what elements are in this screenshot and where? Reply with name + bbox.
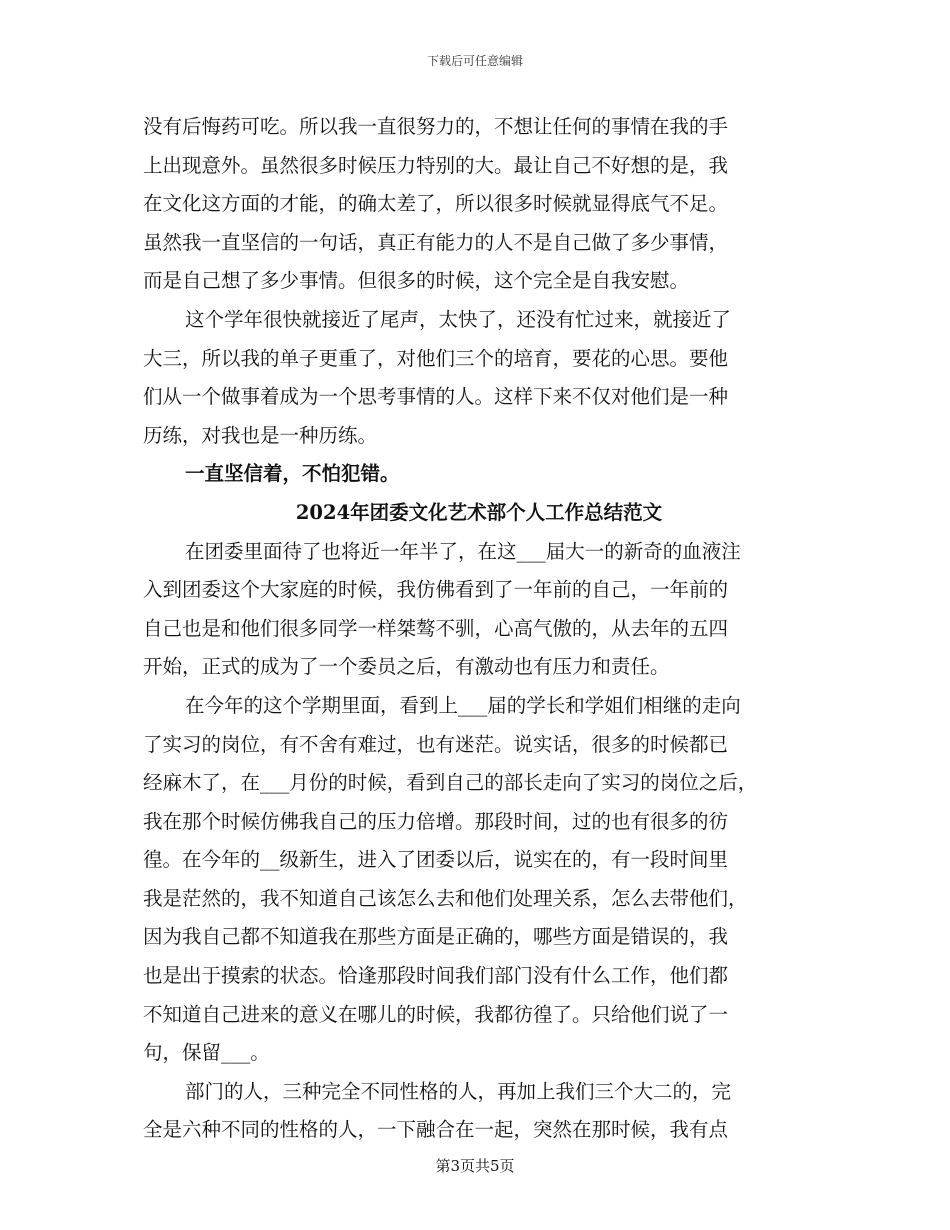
text-line: 经麻木了，在___月份的时候，看到自己的部长走向了实习的岗位之后， (143, 771, 758, 795)
text-line: 全是六种不同的性格的人，一下融合在一起，突然在那时候，我有点 (143, 1118, 729, 1142)
text-line: 句，保留___。 (143, 1041, 270, 1065)
text-line: 在今年的这个学期里面，看到上___届的学长和学姐们相继的走向 (185, 693, 741, 717)
text-line: 我是茫然的，我不知道自己该怎么去和他们处理关系，怎么去带他们， (143, 886, 748, 910)
text-line: 在团委里面待了也将近一年半了，在这___届大一的新奇的血液注 (185, 539, 741, 563)
text-line: 徨。在今年的__级新生，进入了团委以后，说实在的，有一段时间里 (143, 848, 729, 872)
text-line: 而是自己想了多少事情。但很多的时候，这个完全是自我安慰。 (143, 269, 690, 293)
text-line: 这个学年很快就接近了尾声，太快了，还没有忙过来，就接近了 (185, 307, 732, 331)
text-line: 虽然我一直坚信的一句话，真正有能力的人不是自己做了多少事情， (143, 230, 729, 254)
document-body (143, 108, 815, 1150)
text-line: 没有后悔药可吃。所以我一直很努力的，不想让任何的事情在我的手 (143, 115, 729, 138)
page-header-note: 下载后可任意编辑 (426, 54, 523, 68)
text-line: 在文化这方面的才能，的确太差了，所以很多时候就显得底气不足。 (143, 192, 729, 216)
text-line: 不知道自己进来的意义在哪儿的时候，我都彷徨了。只给他们说了一 (143, 1002, 729, 1026)
text-line: 了实习的岗位，有不舍有难过，也有迷茫。说实话，很多的时候都已 (143, 732, 729, 756)
text-line: 大三，所以我的单子更重了，对他们三个的培育，要花的心思。要他 (143, 346, 729, 370)
text-line: 因为我自己都不知道我在那些方面是正确的，哪些方面是错误的，我 (143, 925, 729, 949)
text-line: 一直坚信着，不怕犯错。 (185, 462, 400, 486)
text-line: 开始，正式的成为了一个委员之后，有激动也有压力和责任。 (143, 655, 670, 679)
text-line: 部门的人，三种完全不同性格的人，再加上我们三个大二的，完 (185, 1079, 732, 1103)
text-line: 们从一个做事着成为一个思考事情的人。这样下来不仅对他们是一种 (143, 385, 729, 409)
text-line: 我在那个时候仿佛我自己的压力倍增。那段时间，过的也有很多的彷 (143, 809, 729, 833)
text-line: 历练，对我也是一种历练。 (143, 423, 378, 447)
text-line: 自己也是和他们很多同学一样桀骜不驯，心高气傲的，从去年的五四 (143, 616, 729, 640)
page-number: 第3页共5页 (435, 1157, 515, 1175)
section-title: 2024年团委文化艺术部个人工作总结范文 (295, 500, 663, 524)
text-line: 也是出于摸索的状态。恰逢那段时间我们部门没有什么工作，他们都 (143, 964, 729, 988)
text-line: 入到团委这个大家庭的时候，我仿佛看到了一年前的自己，一年前的 (143, 578, 729, 602)
text-line: 上出现意外。虽然很多时候压力特别的大。最让自己不好想的是，我 (143, 153, 729, 177)
